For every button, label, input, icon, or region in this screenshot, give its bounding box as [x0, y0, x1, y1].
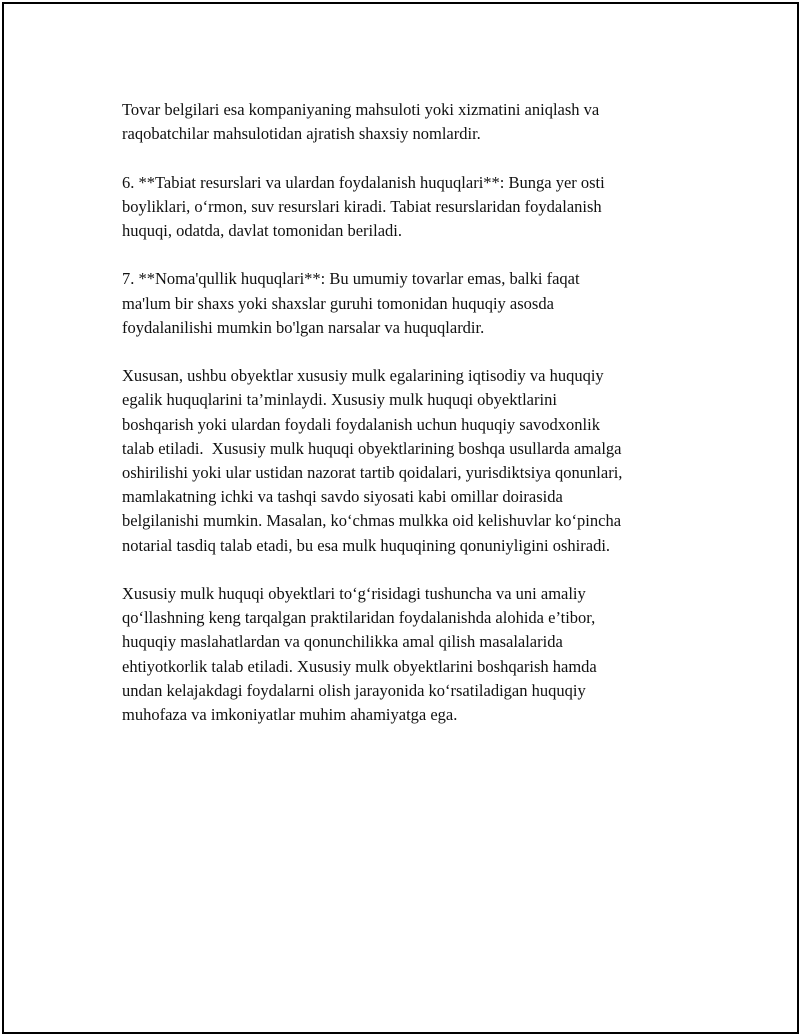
- text-line: belgilanishi mumkin. Masalan, ko‘chmas mulkka oid kelishuvlar ko‘pincha: [122, 511, 622, 531]
- paragraph-intangible-rights: [122, 267, 702, 340]
- document-body: [122, 98, 702, 751]
- paragraph-conclusion: [122, 582, 702, 727]
- text-line: ehtiyotkorlik talab etiladi. Xususiy mulk obyektlarini boshqarish hamda: [122, 656, 597, 676]
- text-line: huquqiy maslahatlardan va qonunchilikka amal qilish masalalarida: [122, 632, 563, 652]
- text-line: huquqi, odatda, davlat tomonidan beriladi.: [122, 221, 402, 240]
- text-line: boshqarish yoki ulardan foydali foydalanish uchun huquqiy savodxonlik: [122, 414, 600, 434]
- text-line: muhofaza va imkoniyatlar muhim ahamiyatga ega.: [122, 705, 458, 725]
- page-frame: [2, 2, 799, 1034]
- text-line: Tovar belgilari esa kompaniyaning mahsuloti yoki xizmatini aniqlash va: [122, 100, 600, 119]
- text-line: foydalanilishi mumkin bo'lgan narsalar va huquqlardir.: [122, 317, 485, 337]
- text-line: undan kelajakdagi foydalarni olish jarayonida ko‘rsatiladigan huquqiy: [122, 680, 586, 700]
- text-line: egalik huquqlarini ta’minlaydi. Xususiy mulk huquqi obyektlarini: [122, 390, 557, 410]
- text-line: qo‘llashning keng tarqalgan praktilaridan foydalanishda alohida e’tibor,: [122, 608, 596, 628]
- text-line: 7. **Noma'qullik huquqlari**: Bu umumiy tovarlar emas, balki faqat: [122, 269, 580, 289]
- paragraph-private-property-rights: [122, 364, 702, 558]
- text-line: talab etiladi. Xususiy mulk huquqi obyektlarining boshqa usullarda amalga: [122, 438, 622, 458]
- text-line: oshirilishi yoki ular ustidan nazorat tartib qoidalari, yurisdiktsiya qonunlari,: [122, 463, 623, 482]
- text-line: 6. **Tabiat resurslari va ulardan foydalanish huquqlari**: Bunga yer osti: [122, 172, 605, 192]
- text-line: mamlakatning ichki va tashqi savdo siyosati kabi omillar doirasida: [122, 487, 563, 507]
- text-line: Xususiy mulk huquqi obyektlari to‘g‘risidagi tushuncha va uni amaliy: [122, 584, 586, 603]
- text-line: raqobatchilar mahsulotidan ajratish shaxsiy nomlardir.: [122, 124, 481, 144]
- text-line: boyliklari, o‘rmon, suv resurslari kiradi. Tabiat resurslaridan foydalanish: [122, 196, 602, 216]
- paragraph-trademarks: [122, 98, 702, 146]
- text-line: ma'lum bir shaxs yoki shaxslar guruhi tomonidan huquqiy asosda: [122, 293, 554, 313]
- paragraph-natural-resources: [122, 171, 702, 244]
- text-line: notarial tasdiq talab etadi, bu esa mulk huquqining qonuniyligini oshiradi.: [122, 535, 611, 555]
- text-line: Xususan, ushbu obyektlar xususiy mulk egalarining iqtisodiy va huquqiy: [122, 366, 604, 386]
